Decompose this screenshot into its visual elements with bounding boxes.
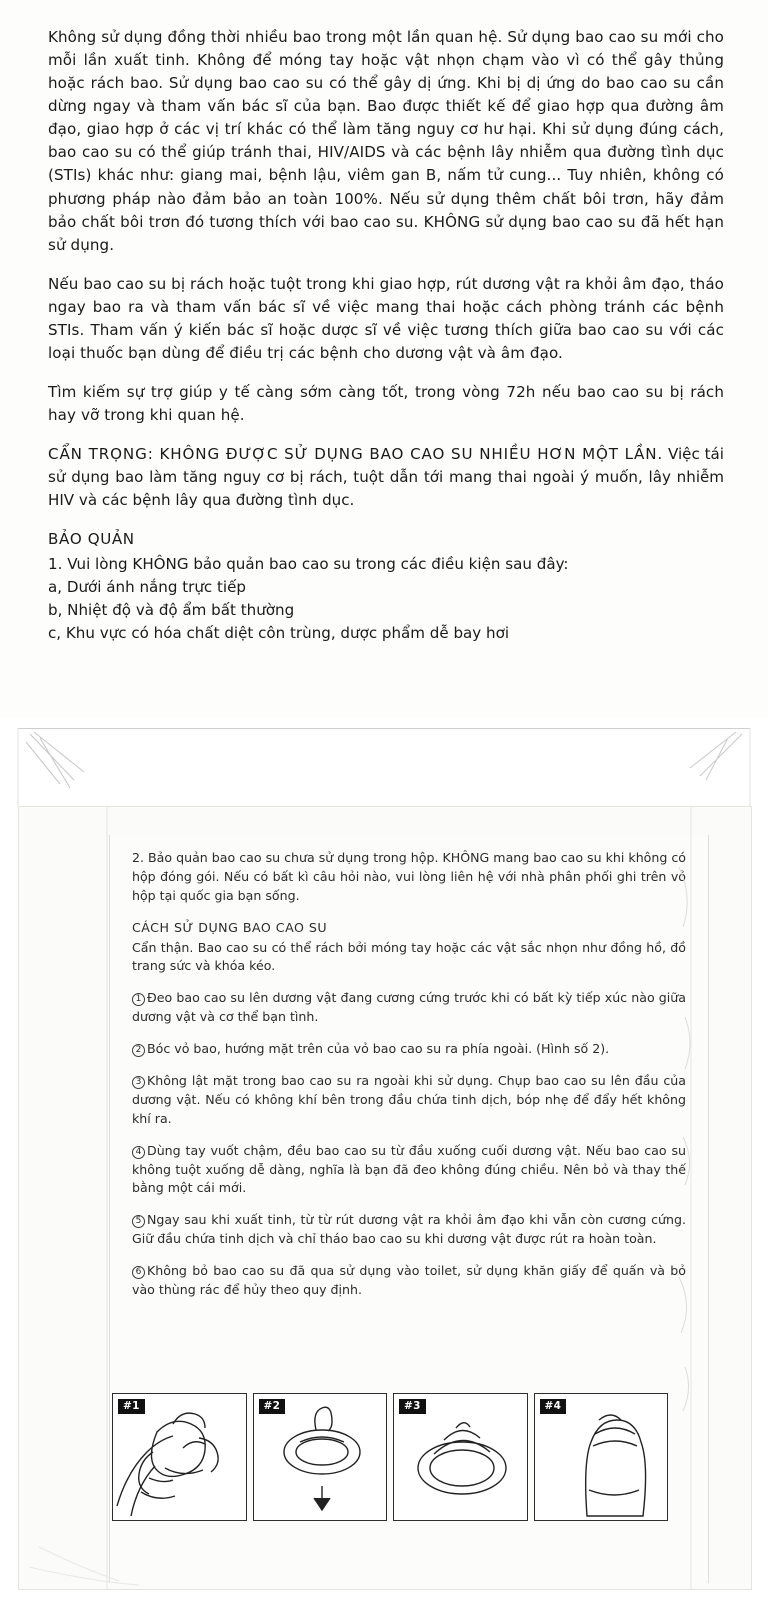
usage-step-4 (132, 1142, 686, 1199)
caution-heading-text: CẨN TRỌNG: KHÔNG ĐƯỢC SỬ DỤNG BAO CAO SU NHIỀU HƠN MỘT LẦN. (48, 445, 664, 464)
storage-line-1: 1. Vui lòng KHÔNG bảo quản bao cao su trong các điều kiện sau đây: (48, 555, 569, 574)
step-text-2: Bóc vỏ bao, hướng mặt trên của vỏ bao cao su ra phía ngoài. (Hình số 2). (147, 1041, 610, 1057)
leaflet-fold-band (0, 718, 768, 808)
usage-instructions-header-block (132, 919, 686, 977)
paragraph-emergency-72h: Tìm kiếm sự trợ giúp y tế càng sớm càng tốt, trong vòng 72h nếu bao cao su bị rách hay vỡ trong khi quan hệ. (48, 383, 724, 425)
step-number-6: 6 (132, 1266, 145, 1279)
usage-step-2 (132, 1040, 686, 1059)
figure-2-tag: #2 (259, 1399, 286, 1414)
figure-4 (534, 1393, 669, 1521)
usage-heading: CÁCH SỬ DỤNG BAO CAO SU (132, 919, 328, 935)
storage-line-b: b, Nhiệt độ và độ ẩm bất thường (48, 601, 295, 619)
step-text-1: Đeo bao cao su lên dương vật đang cương cứng trước khi có bất kỳ tiếp xúc nào giữa dương vật và cơ thể bạn tình. (132, 990, 686, 1025)
step-number-5: 5 (132, 1215, 145, 1228)
step-text-6: Không bỏ bao cao su đã qua sử dụng vào toilet, sử dụng khăn giấy để quấn và bỏ vào thùng rác để hủy theo quy định. (132, 1263, 686, 1298)
caution-body-text: Việc tái sử dụng bao làm tăng nguy cơ bị rách, tuột dẫn tới mang thai ngoài ý muốn, lây nhiễm HIV và các bệnh lây qua đường tình dục. (48, 445, 724, 510)
paragraph-general-precautions: Không sử dụng đồng thời nhiều bao trong một lần quan hệ. Sử dụng bao cao su mới cho mỗi lần xuất tinh. Không để móng tay hoặc vật nhọn chạm vào vì có thể gây thủng hoặc rách bao. Sử dụng bao cao su có thể gây dị ứng. Khi bị dị ứng do bao cao su cần dừng ngay và tham vấn bác sĩ của bạn. Bao được thiết kế để giao hợp qua đường âm đạo, giao hợp ở các vị trí khác có thể làm tăng nguy cơ hư hại. Khi sử dụng đúng cách, bao cao su có thể giúp tránh thai, HIV/AIDS và các bệnh lây nhiễm qua đường tình dục (STIs) khác như: giang mai, bệnh lậu, viêm gan B, nấm tử cung... Tuy nhiên, không có phương pháp nào đảm bảo an toàn 100%. Nếu sử dụng thêm chất bôi trơn, hãy đảm bảo chất bôi trơn đó tương thích với bao cao su. KHÔNG sử dụng bao cao su đã hết hạn sử dụng. (48, 28, 724, 254)
step-number-1: 1 (132, 993, 145, 1006)
storage-heading: BẢO QUẢN (48, 530, 135, 549)
figure-1 (112, 1393, 247, 1521)
step-number-4: 4 (132, 1146, 145, 1159)
storage-line-c: c, Khu vực có hóa chất diệt côn trùng, dược phẩm dễ bay hơi (48, 623, 510, 642)
step-text-3: Không lật mặt trong bao cao su ra ngoài khi sử dụng. Chụp bao cao su lên đầu của dương vật. Nếu có không khí bên trong đầu chứa tinh dịch, bóp nhẹ để đẩy hết không khí ra. (132, 1073, 686, 1126)
storage-line-a: a, Dưới ánh nắng trực tiếp (48, 578, 246, 597)
hand-holding-condom-on-penis-tip-icon (113, 1394, 247, 1521)
rolled-condom-with-downward-arrow-icon (254, 1394, 388, 1521)
step-text-5: Ngay sau khi xuất tinh, từ từ rút dương vật ra khỏi âm đạo khi vẫn còn cương cứng. Giữ đầu chứa tinh dịch và chỉ tháo bao cao su khi dương vật được rút ra hoàn toàn. (132, 1212, 686, 1247)
step-number-3: 3 (132, 1076, 145, 1089)
usage-warning-text: Cẩn thận. Bao cao su có thể rách bởi móng tay hoặc các vật sắc nhọn như đồng hồ, đồ trang sức và khóa kéo. (132, 939, 686, 974)
figure-2 (253, 1393, 388, 1521)
step-text-4: Dùng tay vuốt chậm, đều bao cao su từ đầu xuống cuối dương vật. Nếu bao cao su không tuột xuống dễ dàng, nghĩa là bạn đã đeo không đúng chiều. Nên bỏ và thay thế bằng một cái mới. (132, 1142, 686, 1196)
figure-4-tag: #4 (540, 1399, 567, 1414)
figure-1-tag: #1 (118, 1399, 145, 1414)
step-number-2: 2 (132, 1044, 145, 1057)
crease-lines-svg (0, 718, 768, 808)
storage-continued-block (132, 849, 686, 906)
usage-step-5 (132, 1211, 686, 1249)
storage-continued-text: 2. Bảo quản bao cao su chưa sử dụng trong hộp. KHÔNG mang bao cao su khi không có hộp đóng gói. Nếu có bất kì câu hỏi nào, vui lòng liên hệ với nhà phân phối ghi trên vỏ hộp tại quốc gia bạn sống. (132, 850, 686, 903)
rolled-condom-top-view-icon (394, 1394, 528, 1521)
condom-unrolled-on-penis-icon (535, 1394, 669, 1521)
caution-notice (48, 443, 724, 512)
paragraph-breakage-advice: Nếu bao cao su bị rách hoặc tuột trong khi giao hợp, rút dương vật ra khỏi âm đạo, tháo ngay bao ra và tham vấn bác sĩ về việc mang thai hoặc cách phòng tránh các bệnh STIs. Tham vấn ý kiến bác sĩ hoặc dược sĩ về việc tương thích giữa bao cao su với các loại thuốc bạn dùng để điều trị các bệnh cho dương vật và âm đạo. (48, 274, 724, 363)
usage-step-6 (132, 1262, 686, 1300)
figure-3 (393, 1393, 528, 1521)
leaflet-top-panel (0, 0, 768, 718)
figure-strip (112, 1393, 668, 1521)
usage-step-3 (132, 1072, 686, 1129)
figure-3-tag: #3 (399, 1399, 426, 1414)
usage-step-1 (132, 989, 686, 1027)
